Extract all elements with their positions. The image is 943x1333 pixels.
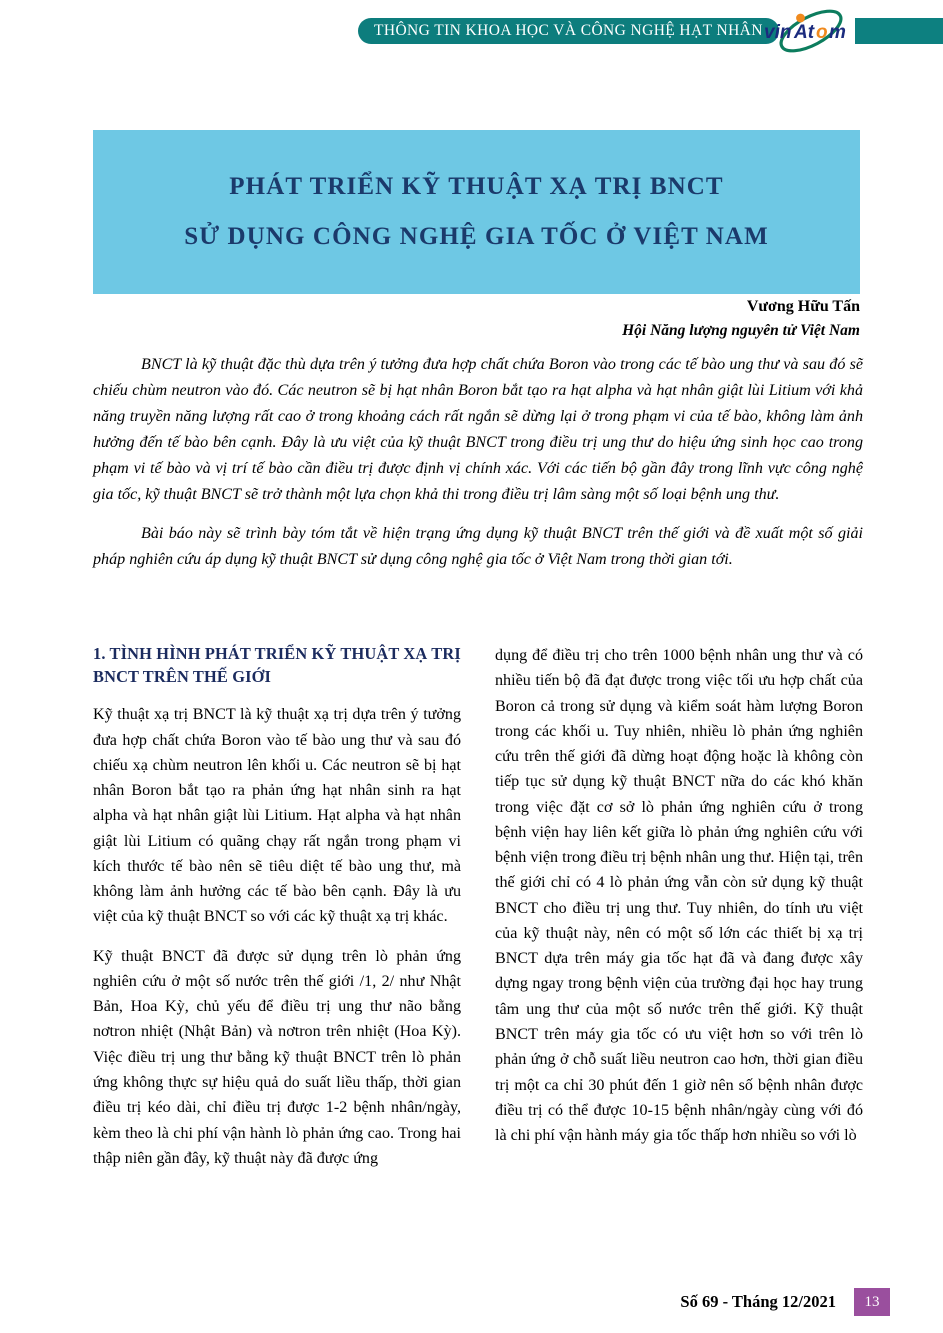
abstract-paragraph-2: Bài báo này sẽ trình bày tóm tắt về hiện trạng ứng dụng kỹ thuật BNCT trên thế giới và đề xuất một số giải pháp nghiên cứu áp dụng kỹ thuật BNCT sử dụng công nghệ gia tốc ở Việt Nam trong thời gian tới. [93,525,863,569]
vinatom-logo-svg [756,6,860,56]
page-footer [0,1288,943,1322]
article-title-box [93,130,860,294]
body-columns [93,643,863,1253]
journal-banner-text: THÔNG TIN KHOA HỌC VÀ CÔNG NGHỆ HẠT NHÂN [374,22,763,39]
header-accent-block [855,18,943,44]
author-affiliation: Hội Năng lượng nguyên tử Việt Nam [622,322,860,339]
footer-issue-text: Số 69 - Tháng 12/2021 [680,1292,836,1311]
left-paragraph-2: Kỹ thuật BNCT đã được sử dụng trên lò phản ứng nghiên cứu ở một số nước trên thế giới /1, 2/ như Nhật Bản, Hoa Kỳ, chủ yếu để điều trị ung thư não bằng nơtron nhiệt (Nhật Bản) và nơtron trên nhiệt (Hoa Kỳ). Việc điều trị ung thư bằng kỹ thuật BNCT trên lò phản ứng không thực sự hiệu quả do suất liều thấp, thời gian điều trị kéo dài, chỉ điều trị được 1-2 bệnh nhân/ngày, kèm theo là chi phí vận hành lò phản ứng cao. Trong hai thập niên gần đây, kỹ thuật này đã được ứng [93,947,461,1167]
article-title-line-2: SỬ DỤNG CÔNG NGHỆ GIA TỐC Ở VIỆT NAM [184,223,769,250]
abstract-block [93,352,863,574]
right-paragraph-1: dụng để điều trị cho trên 1000 bệnh nhân ung thư và có nhiều tiến bộ đã đạt được trong việc tối ưu hợp chất của Boron cả trong sử dụng và kiểm soát hàm lượng Boron trong các khối u. Tuy nhiên, nhiều lò phản ứng nghiên cứu trên thế giới đã dừng hoạt động hoặc là không còn tiếp tục sử dụng kỹ thuật BNCT nữa do các khó khăn trong việc đặt cơ sở lò phản ứng nghiên cứu ở trong bệnh viện hay liên kết giữa lò phản ứng nghiên cứu với bệnh viện trong điều trị bệnh nhân ung thư. Hiện tại, trên thế giới chỉ có 4 lò phản ứng vẫn còn sử dụng kỹ thuật BNCT cho điều trị ung thư. Tuy nhiên, do tính ưu việt của kỹ thuật này, nên có một số lớn các thiết bị xạ trị BNCT dựa trên máy gia tốc hạt đã và đang được xây dựng ngay trong bệnh viện của trường đại học hay trung tâm ung thư của một số nước trên thế giới. Kỹ thuật BNCT trên máy gia tốc có ưu việt hơn so với trên lò phản ứng ở chỗ suất liều neutron cao hơn, thời gian điều trị một ca chỉ 30 phút đến 1 giờ nên số bệnh nhân được điều trị có thể được 10-15 bệnh nhân/ngày cùng với đó là chi phí vận hành máy gia tốc thấp hơn nhiều so với lò [495,647,863,1145]
journal-banner-pill [358,18,779,44]
body-column-right [495,643,863,1253]
author-name: Vương Hữu Tấn [746,298,860,315]
left-paragraph-1: Kỹ thuật xạ trị BNCT là kỹ thuật xạ trị dựa trên ý tưởng đưa hợp chất chứa Boron vào tế bào ung thư và sau đó chiếu xạ chùm neutron lên khối u. Các neutron sẽ bị hạt nhân Boron bắt tạo ra phản ứng hạt nhân sinh ra hạt alpha và hạt nhân giật lùi Litium. Hạt alpha và hạt nhân giật lùi Litium có quãng chạy rất ngắn trong phạm vi kích thước tế bào nên sẽ tiêu diệt tế bào ung thư, mà không làm ảnh hưởng các tế bào bên cạnh. Đây là ưu việt của kỹ thuật BNCT so với các kỹ thuật xạ trị khác. [93,706,461,926]
logo-text-o: o [816,22,828,43]
article-title-line-1: PHÁT TRIỂN KỸ THUẬT XẠ TRỊ BNCT [229,173,724,200]
section-1-heading: 1. TÌNH HÌNH PHÁT TRIỂN KỸ THUẬT XẠ TRỊ BNCT TRÊN THẾ GIỚI [93,644,461,686]
footer-page-number-badge: 13 [854,1288,890,1316]
author-block [93,295,860,342]
vinatom-logo [756,6,860,56]
logo-text-atom: At [794,22,815,43]
logo-text-vin: vin [764,22,792,43]
body-column-left [93,643,461,1253]
logo-text-m: m [829,22,846,43]
abstract-paragraph-1: BNCT là kỹ thuật đặc thù dựa trên ý tưởng đưa hợp chất chứa Boron vào trong các tế bào ung thư và sau đó sẽ chiếu chùm neutron vào đó. Các neutron sẽ bị hạt nhân Boron bắt tạo ra hạt alpha và hạt nhân giật lùi Litium với khả năng truyền năng lượng rất cao ở trong khoảng cách rất ngắn sẽ dừng lại ở trong phạm vi của tế bào, không làm ảnh hưởng đến tế bào bên cạnh. Đây là ưu việt của kỹ thuật BNCT trong điều trị ung thư do hiệu ứng sinh học cao trong phạm vi tế bào và vị trí tế bào cần điều trị được định vị chính xác. Với các tiến bộ gần đây trong lĩnh vực công nghệ gia tốc, kỹ thuật BNCT sẽ trở thành một lựa chọn khả thi trong điều trị lâm sàng một số loại bệnh ung thư. [93,356,863,504]
page-header [0,0,943,60]
